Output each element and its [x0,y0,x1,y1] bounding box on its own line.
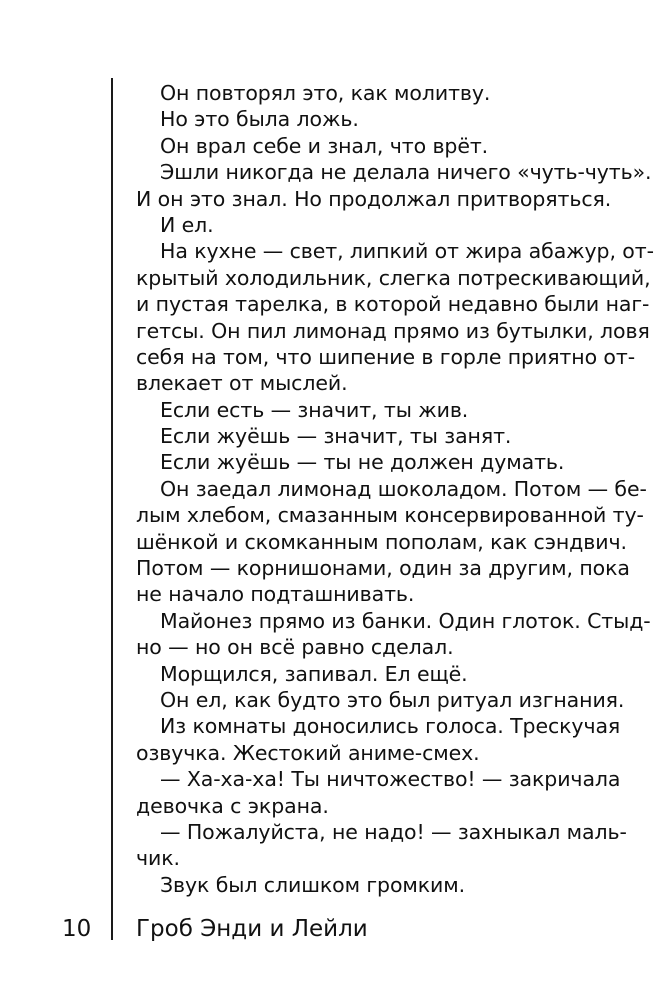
page-footer [0,912,670,946]
body-text [136,80,654,898]
text-line: Из комнаты доносились голоса. Трескучая [160,714,621,739]
text-line: — Ха-ха-ха! Ты ничтожество! — закричала [160,767,621,792]
text-line: девочка с экрана. [136,793,329,818]
text-line: Он заедал лимонад шоколадом. Потом — бе- [160,476,647,501]
margin-rule [111,78,113,940]
text-line: но — но он всё равно сделал. [136,635,454,660]
page-number: 10 [62,916,92,942]
text-line: Но это была ложь. [160,107,359,132]
text-line: влекает от мыслей. [136,371,348,396]
running-title: Гроб Энди и Лейли [136,916,368,942]
text-line: и пустая тарелка, в которой недавно были наг- [136,292,650,317]
text-line: Он врал себе и знал, что врёт. [160,133,489,158]
text-line: Эшли никогда не делала ничего «чуть-чуть». [160,160,652,185]
text-line: — Пожалуйста, не надо! — захныкал маль- [160,819,627,844]
text-line: Если есть — значит, ты жив. [160,397,469,422]
text-line: Морщился, запивал. Ел ещё. [160,661,468,686]
text-line: не начало подташнивать. [136,582,415,607]
text-line: Он ел, как будто это был ритуал изгнания. [160,687,625,712]
text-line: себя на том, что шипение в горле приятно от- [136,344,636,369]
text-line: Майонез прямо из банки. Один глоток. Стыд- [160,608,651,633]
text-line: Если жуёшь — значит, ты занят. [160,424,512,449]
text-line: Если жуёшь — ты не должен думать. [160,450,565,475]
text-line: крытый холодильник, слегка потрескивающий, [136,265,651,290]
text-line: И он это знал. Но продолжал притворяться. [136,186,612,211]
text-line: Звук был слишком громким. [160,872,466,897]
text-line: На кухне — свет, липкий от жира абажур, от- [160,239,654,264]
text-line: И ел. [160,212,214,237]
text-line: лым хлебом, смазанным консервированной ту- [136,503,644,528]
text-line: Потом — корнишонами, один за другим, пока [136,556,630,581]
text-line: шёнкой и скомканным пополам, как сэндвич. [136,529,627,554]
text-line: гетсы. Он пил лимонад прямо из бутылки, ловя [136,318,650,343]
text-line: чик. [136,846,180,871]
text-line: Он повторял это, как молитву. [160,81,491,105]
text-line: озвучка. Жестокий аниме-смех. [136,740,480,765]
